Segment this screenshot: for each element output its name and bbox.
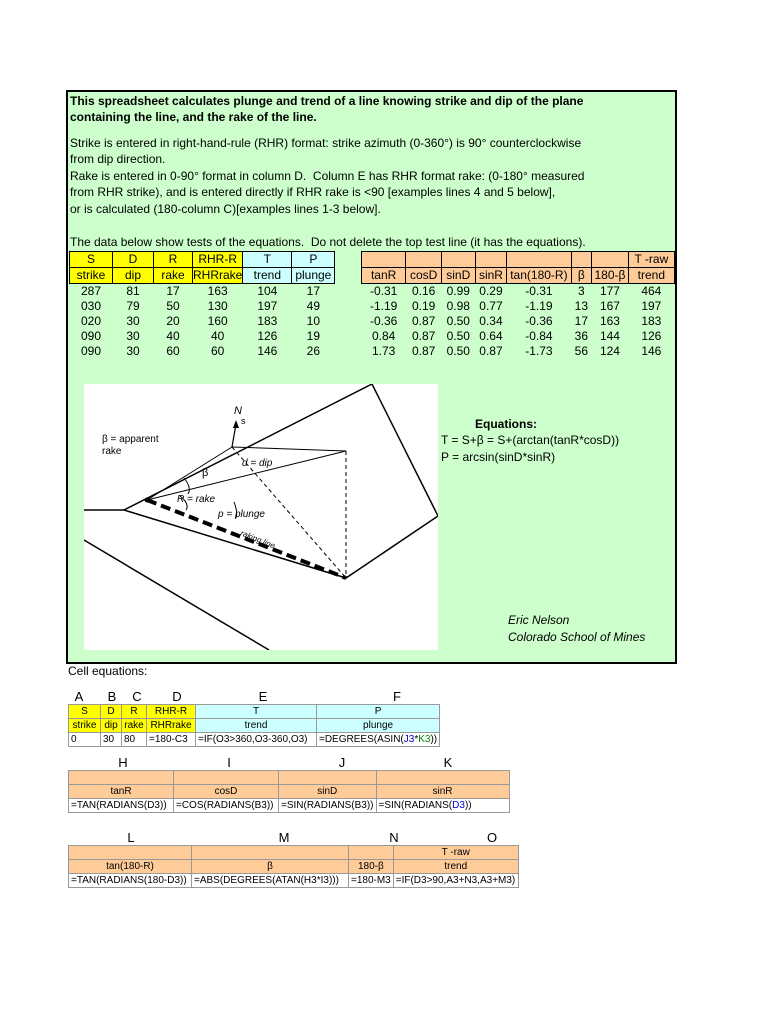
data-cell[interactable]: 130 [207, 299, 228, 313]
north-arrowhead [233, 420, 239, 428]
header-cell[interactable] [441, 252, 475, 268]
data-cell[interactable]: 30 [126, 344, 140, 358]
apparent-rake-label: β = apparent [102, 434, 159, 445]
header-cell[interactable] [192, 846, 349, 860]
data-cell[interactable]: 0.34 [479, 314, 503, 328]
header-cell[interactable] [69, 846, 192, 860]
formula-ref: D3 [452, 800, 465, 811]
formula-part: )) [430, 734, 438, 745]
table-row [70, 299, 335, 314]
data-cell[interactable]: 0.19 [411, 299, 436, 313]
data-cell[interactable]: 126 [641, 329, 662, 343]
intro-text-line-7: or is calculated (180-column C)[examples lines 1-3 below]. [70, 202, 381, 216]
data-cell[interactable]: 17 [306, 284, 321, 298]
header-cell[interactable]: trend [196, 719, 317, 733]
data-cell[interactable]: 50 [166, 299, 180, 313]
data-cell[interactable]: 126 [257, 329, 278, 343]
header-cell[interactable]: tanR [362, 268, 406, 284]
data-cell[interactable]: 0.64 [479, 329, 503, 343]
header-cell[interactable]: R [122, 705, 147, 719]
column-letter: D [172, 689, 182, 704]
data-cell[interactable]: 30 [126, 314, 140, 328]
header-cell[interactable]: D [101, 705, 122, 719]
header-cell[interactable]: RHRrake [147, 719, 196, 733]
header-cell[interactable]: R [154, 252, 193, 268]
table-row [69, 799, 510, 813]
header-cell[interactable] [279, 771, 377, 785]
data-cell[interactable]: 0.87 [479, 344, 503, 358]
equations-title: Equations: [475, 417, 537, 431]
data-cell[interactable]: 36 [574, 329, 589, 343]
header-cell[interactable]: P [292, 252, 335, 268]
geometry-diagram [84, 384, 438, 650]
plane-upper-edge [84, 384, 372, 510]
data-cell[interactable]: 030 [80, 299, 102, 313]
header-cell[interactable] [507, 252, 571, 268]
header-cell[interactable]: tanR [69, 785, 174, 799]
data-cell[interactable]: 56 [574, 344, 589, 358]
header-cell[interactable]: S [69, 705, 101, 719]
column-letter: L [127, 830, 135, 845]
strike-line [147, 447, 232, 500]
apparent-rake-label-2: rake [102, 446, 122, 457]
input-table [69, 251, 335, 359]
dip-direction-line [232, 447, 346, 451]
table-row [70, 314, 335, 329]
data-cell[interactable]: 0.87 [411, 329, 436, 343]
data-cell[interactable]: 81 [126, 284, 140, 298]
formula-part: * [414, 734, 419, 745]
data-cell[interactable]: 60 [166, 344, 180, 358]
header-cell[interactable]: T [243, 252, 292, 268]
intro-text-line-3: Strike is entered in right-hand-rule (RHR) format: strike azimuth (0-360°) is 90° counterclockwise [70, 136, 582, 150]
plane-right-edge [372, 384, 438, 516]
data-cell[interactable]: -0.36 [369, 314, 398, 328]
data-cell[interactable]: -0.31 [525, 284, 553, 298]
header-cell[interactable]: plunge [292, 268, 335, 284]
header-cell[interactable]: sinD [441, 268, 475, 284]
column-letter: F [393, 689, 401, 704]
intro-text-line-4: from dip direction. [70, 152, 166, 166]
data-cell[interactable]: 163 [599, 314, 620, 328]
data-cell[interactable]: -0.31 [369, 284, 398, 298]
data-cell[interactable]: 160 [207, 314, 228, 328]
data-cell[interactable]: 146 [257, 344, 278, 358]
header-cell[interactable]: 180-β [592, 268, 629, 284]
header-cell[interactable]: trend [243, 268, 292, 284]
header-cell[interactable]: rake [154, 268, 193, 284]
data-cell[interactable]: 144 [599, 329, 620, 343]
header-cell[interactable]: trend [393, 860, 518, 874]
formula-cell[interactable]: 30 [101, 733, 122, 747]
intro-text-line-8: The data below show tests of the equations. Do not delete the top test line (it has the equations). [70, 235, 586, 249]
data-cell[interactable]: 19 [306, 329, 321, 343]
calculation-table [361, 251, 675, 359]
data-cell[interactable]: 79 [126, 299, 140, 313]
formula-cell[interactable]: =180-C3 [147, 733, 196, 747]
header-cell[interactable]: sinR [475, 268, 507, 284]
dip-label: d = dip [242, 458, 273, 469]
header-cell[interactable]: plunge [317, 719, 440, 733]
header-cell[interactable]: T -raw [628, 252, 674, 268]
intro-text-line-5: Rake is entered in 0-90° format in column D. Column E has RHR format rake: (0-180° measured [70, 169, 585, 183]
formula-cell[interactable]: 80 [122, 733, 147, 747]
formula-cell[interactable]: 0 [69, 733, 101, 747]
formula-cell[interactable]: =COS(RADIANS(B3)) [174, 799, 279, 813]
column-letter: N [389, 830, 399, 845]
data-cell[interactable]: 40 [210, 329, 225, 343]
equation-trend: T = S+β = S+(arctan(tanR*cosD)) [441, 433, 620, 447]
formula-ref: J3 [403, 734, 415, 745]
data-cell[interactable]: 0.84 [371, 329, 396, 343]
north-label: N [234, 405, 242, 417]
header-cell[interactable]: β [571, 268, 592, 284]
data-cell[interactable]: 20 [166, 314, 180, 328]
data-cell[interactable]: -0.84 [525, 329, 553, 343]
formula-cell[interactable]: =IF(O3>360,O3-360,O3) [196, 733, 317, 747]
header-cell[interactable]: S [70, 252, 113, 268]
data-cell[interactable]: 30 [126, 329, 140, 343]
header-cell[interactable]: sinR [376, 785, 509, 799]
table-row [362, 329, 675, 344]
table-row [362, 314, 675, 329]
header-cell[interactable] [69, 771, 174, 785]
formula-cell[interactable] [376, 799, 509, 813]
data-cell[interactable]: 0.87 [411, 314, 436, 328]
header-cell[interactable] [571, 252, 592, 268]
formula-ref: K3 [418, 734, 431, 745]
column-letter: B [107, 689, 117, 704]
header-cell[interactable]: tan(180-R) [507, 268, 571, 284]
formula-cell[interactable]: =TAN(RADIANS(180-D3)) [69, 874, 192, 888]
header-cell[interactable]: cosD [174, 785, 279, 799]
data-cell[interactable]: 0.50 [446, 314, 470, 328]
data-cell[interactable]: 1.73 [371, 344, 396, 358]
data-cell[interactable]: 40 [166, 329, 180, 343]
data-cell[interactable]: 0.50 [446, 344, 470, 358]
formula-cell[interactable]: =180-M3 [349, 874, 394, 888]
data-cell[interactable]: 146 [641, 344, 662, 358]
table-row [70, 344, 335, 359]
formula-part: =SIN(RADIANS( [378, 800, 453, 811]
header-cell[interactable] [376, 771, 509, 785]
formula-part: )) [464, 800, 472, 811]
header-cell[interactable] [174, 771, 279, 785]
data-cell[interactable]: 17 [574, 314, 589, 328]
data-cell[interactable]: 0.16 [411, 284, 436, 298]
data-cell[interactable]: 183 [257, 314, 278, 328]
table-row [69, 874, 519, 888]
header-cell[interactable]: sinD [279, 785, 377, 799]
cell-equations-table-3 [68, 845, 519, 888]
author-name: Eric Nelson [508, 613, 570, 627]
data-cell[interactable]: -0.36 [525, 314, 553, 328]
beta-arc [184, 478, 189, 494]
column-letter: J [338, 755, 346, 770]
plane-front-edge [124, 510, 438, 578]
data-cell[interactable]: -1.73 [525, 344, 553, 358]
data-cell[interactable]: 17 [166, 284, 180, 298]
origin-point [145, 498, 150, 503]
formula-part: =DEGREES(ASIN( [319, 734, 404, 745]
cell-equations-caption: Cell equations: [68, 664, 148, 678]
header-cell[interactable]: trend [628, 268, 674, 284]
header-cell[interactable]: P [317, 705, 440, 719]
data-cell[interactable]: 090 [80, 344, 102, 358]
column-letter: M [278, 830, 290, 845]
s-label: s [241, 416, 246, 426]
column-letter: K [443, 755, 453, 770]
header-cell[interactable]: 180-β [349, 860, 394, 874]
data-cell[interactable]: 3 [578, 284, 585, 298]
header-cell[interactable] [592, 252, 629, 268]
data-cell[interactable]: 197 [641, 299, 662, 313]
data-cell[interactable]: 0.98 [446, 299, 470, 313]
data-cell[interactable]: -1.19 [525, 299, 553, 313]
column-letter: I [227, 755, 231, 770]
data-cell[interactable]: 0.87 [411, 344, 436, 358]
header-cell[interactable]: strike [69, 719, 101, 733]
header-cell[interactable]: β [192, 860, 349, 874]
calculator-panel [66, 90, 677, 664]
header-cell[interactable] [475, 252, 507, 268]
author-organization: Colorado School of Mines [508, 630, 646, 644]
rake-label: R = rake [177, 494, 216, 505]
data-cell[interactable]: 020 [80, 314, 102, 328]
plane-lower-edge [84, 540, 269, 650]
cell-equations-table-1 [68, 704, 440, 747]
table-row [70, 284, 335, 300]
column-letter: O [486, 830, 498, 845]
intro-title-line-1: This spreadsheet calculates plunge and trend of a line knowing strike and dip of the plane [70, 94, 584, 108]
data-cell[interactable]: 090 [80, 329, 102, 343]
beta-label: β [202, 467, 209, 479]
header-cell[interactable]: dip [113, 268, 154, 284]
data-cell[interactable]: 177 [599, 284, 620, 298]
data-cell[interactable]: 0.29 [479, 284, 503, 298]
column-letter: C [132, 689, 142, 704]
column-letter: E [258, 689, 268, 704]
column-letter: A [74, 689, 84, 704]
intro-text-line-6: from RHR strike), and is entered directly if RHR rake is <90 [examples lines 4 and 5 below], [70, 185, 556, 199]
formula-cell[interactable] [317, 733, 440, 747]
data-cell[interactable]: 163 [207, 284, 228, 298]
header-cell[interactable]: cosD [406, 268, 442, 284]
header-cell[interactable]: tan(180-R) [69, 860, 192, 874]
formula-cell[interactable]: =TAN(RADIANS(D3)) [69, 799, 174, 813]
data-cell[interactable]: 49 [306, 299, 321, 313]
data-cell[interactable]: 197 [257, 299, 278, 313]
data-cell[interactable]: 0.50 [446, 329, 470, 343]
header-cell[interactable]: dip [101, 719, 122, 733]
data-cell[interactable]: -1.19 [369, 299, 398, 313]
raking-line-label: raking line [239, 528, 277, 551]
plunge-label: p = plunge [218, 509, 265, 520]
data-cell[interactable]: 124 [599, 344, 620, 358]
table-row [362, 284, 675, 300]
header-cell[interactable] [406, 252, 442, 268]
data-cell[interactable]: 10 [306, 314, 321, 328]
data-cell[interactable]: 183 [641, 314, 662, 328]
intro-title-line-2: containing the line, and the rake of the line. [70, 110, 317, 124]
table-row [69, 733, 440, 747]
header-cell[interactable] [349, 846, 394, 860]
formula-cell[interactable]: =IF(D3>90,A3+N3,A3+M3) [393, 874, 518, 888]
header-cell[interactable]: RHRrake [193, 268, 243, 282]
data-cell[interactable]: 0.77 [479, 299, 503, 313]
data-cell[interactable]: 167 [599, 299, 620, 313]
header-cell[interactable]: T -raw [393, 846, 518, 860]
data-cell[interactable]: 0.99 [446, 284, 470, 298]
formula-cell[interactable]: =SIN(RADIANS(B3)) [279, 799, 377, 813]
header-cell[interactable]: rake [122, 719, 147, 733]
column-letter: H [118, 755, 128, 770]
data-cell[interactable]: 464 [641, 284, 662, 298]
header-cell[interactable] [362, 252, 406, 268]
data-cell[interactable]: 104 [257, 284, 278, 298]
header-cell[interactable]: T [196, 705, 317, 719]
equation-plunge: P = arcsin(sinD*sinR) [441, 450, 556, 464]
table-row [70, 329, 335, 344]
data-cell[interactable]: 13 [574, 299, 589, 313]
header-cell[interactable]: D [113, 252, 154, 268]
formula-cell[interactable]: =ABS(DEGREES(ATAN(H3*I3))) [192, 874, 349, 888]
data-cell[interactable]: 287 [80, 284, 102, 298]
table-row [362, 344, 675, 359]
header-cell[interactable]: RHR-R [147, 705, 196, 719]
data-cell[interactable]: 26 [306, 344, 321, 358]
cell-equations-table-2 [68, 770, 510, 813]
header-cell[interactable]: RHR-R [193, 252, 243, 268]
table-row [362, 299, 675, 314]
header-cell[interactable]: strike [70, 268, 113, 284]
data-cell[interactable]: 60 [210, 344, 225, 358]
